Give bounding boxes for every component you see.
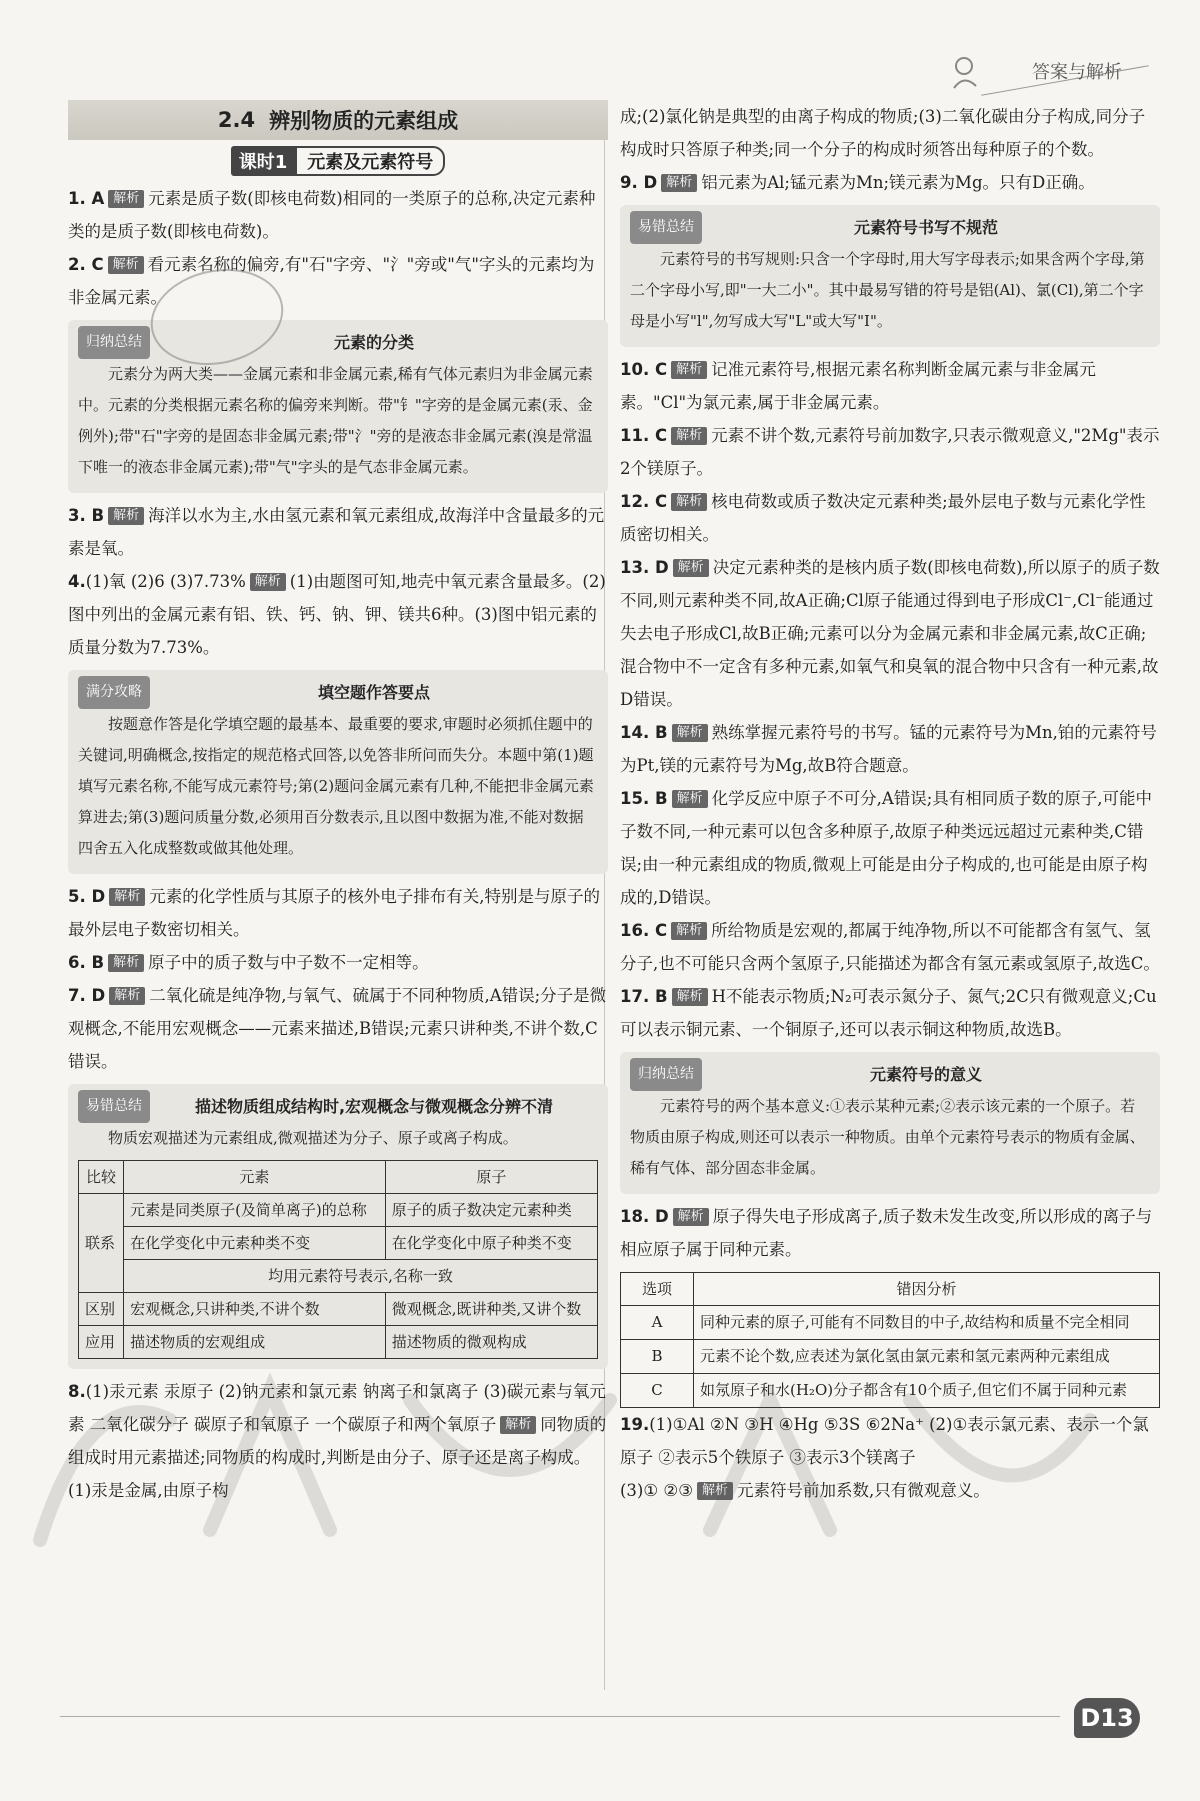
answer-item: 7. D 解析 二氧化硫是纯净物,与氧气、硫属于不同种物质,A错误;分子是微观概念,不能用宏观概念——元素来描述,B错误;元素只讲种类,不讲个数,C错误。 — [68, 986, 607, 1071]
strategy-box: 满分攻略 填空题作答要点 按题意作答是化学填空题的最基本、最重要的要求,审题时必须抓住题中的关键词,明确概念,按指定的规范格式回答,以免答非所问而失分。本题中第(1)题填写元素名称,不能写成元素符号;第(2)题问金属元素有几种,不能把非金属元素算进去;第(3)题问质量分数,必须用百分数表示,且以图中数据为准,不能对数据四舍五入化成整数或做其他处理。 — [68, 670, 608, 874]
left-column — [68, 100, 608, 1507]
section-number: 2.4 — [217, 108, 256, 132]
answer-item: 14. B 解析 熟练掌握元素符号的书写。锰的元素符号为Mn,铂的元素符号为Pt,镁的元素符号为Mg,故B符合题意。 — [620, 723, 1157, 775]
section-title — [68, 100, 608, 140]
page-number: D13 — [1074, 1698, 1140, 1738]
answer-item: 2. C 解析 看元素名称的偏旁,有"石"字旁、"氵"旁或"气"字头的元素均为非金属元素。 — [68, 255, 595, 307]
answer-item: 15. B 解析 化学反应中原子不可分,A错误;具有相同质子数的原子,可能中子数不同,一种元素可以包含多种原子,故原子种类远远超过元素种类,C错误;由一种元素组成的物质,微观上可能是由分子构成的,也可能是由原子构成的,D错误。 — [620, 789, 1153, 907]
answer-item: 11. C 解析 元素不讲个数,元素符号前加数字,只表示微观意义,"2Mg"表示2个镁原子。 — [620, 426, 1160, 478]
watermark — [10, 1360, 1110, 1560]
page-header — [0, 0, 1200, 90]
compare-table: 比较 元素 原子 联系 元素是同类原子(及简单离子)的总称 原子的质子数决定元素种类 在化学变化中元素种类不变 在化学变化中原子种类不变 均用元素符号表示,名称一致 区别 宏观概念,只讲种类,不讲个数 微观概念,既讲种类,又讲个数 应用 描述物质的宏观组成 描述物质的微观构成 — [78, 1160, 598, 1359]
reader-icon — [950, 52, 990, 92]
summary-box: 归纳总结 元素的分类 元素分为两大类——金属元素和非金属元素,稀有气体元素归为非金属元素中。元素的分类根据元素名称的偏旁来判断。带"钅"字旁的是金属元素(汞、金例外);带"石"字旁的是固态非金属元素;带"氵"旁的是液态非金属元素(溴是常温下唯一的液态非金属元素);带"气"字头的是气态非金属元素。 — [68, 320, 608, 493]
header-title: 答案与解析 — [1032, 62, 1122, 83]
summary-box: 归纳总结 元素符号的意义 元素符号的两个基本意义:①表示某种元素;②表示该元素的一个原子。若物质由原子构成,则还可以表示一种物质。由单个元素符号表示的物质有金属、稀有气体、部分固态非金属。 — [620, 1052, 1160, 1194]
lesson-header — [68, 146, 608, 176]
answer-item: 8.(1)汞元素 汞原子 (2)钠元素和氯元素 钠离子和氯离子 (3)碳元素与氧元素 二氧化碳分子 碳原子和氧原子 一个碳原子和两个氧原子 解析 同物质的组成时用元素描述;同物质的构成时,判断是由分子、原子还是离子构成。(1)汞是金属,由原子构 — [68, 1382, 607, 1500]
section-name: 辨别物质的元素组成 — [269, 109, 459, 133]
answer-item: 10. C 解析 记准元素符号,根据元素名称判断金属元素与非金属元素。"Cl"为氯元素,属于非金属元素。 — [620, 360, 1096, 412]
footer-rule — [60, 1716, 1060, 1717]
answer-item: 6. B 解析 原子中的质子数与中子数不一定相等。 — [68, 953, 429, 972]
error-summary-box: 易错总结 描述物质组成结构时,宏观概念与微观概念分辨不清 物质宏观描述为元素组成,微观描述为分子、原子或离子构成。 比较 元素 原子 联系 元素是同类原子(及简单离子)的总称 原子的质子数决定元素种类 在化学变化中元素种类不变 在化学变化中原子种类不变 均用元素符号表示,名称一致 区别 宏观概念,只讲种类,不讲个数 微观概念,既讲种类,又讲个数 应用 描述物质的宏观组成 描述物质的微观构成 — [68, 1084, 608, 1369]
answer-item: 5. D 解析 元素的化学性质与其原子的核外电子排布有关,特别是与原子的最外层电子数密切相关。 — [68, 887, 600, 939]
error-analysis-table: 选项 错因分析 A 同种元素的原子,可能有不同数目的中子,故结构和质量不完全相同 B 元素不论个数,应表述为氯化氢由氯元素和氢元素两种元素组成 C 如氖原子和水(H₂O)分子都含有10个质子,但它们不属于同种元素 — [620, 1272, 1160, 1408]
answer-item-continued: (3)① ②③ 解析 元素符号前加系数,只有微观意义。 — [620, 1481, 990, 1500]
answer-item-continued: 成;(2)氯化钠是典型的由离子构成的物质;(3)二氧化碳由分子构成,同分子构成时只答原子种类;同一个分子的构成时须答出每种原子的个数。 — [620, 107, 1146, 159]
answer-item: 19.(1)①Al ②N ③H ④Hg ⑤3S ⑥2Na⁺ (2)①表示氯元素、表示一个氯原子 ②表示5个铁原子 ③表示3个镁离子 — [620, 1415, 1149, 1467]
answer-item: 18. D 解析 原子得失电子形成离子,质子数未发生改变,所以形成的离子与相应原子属于同种元素。 — [620, 1207, 1153, 1259]
lesson-name: 元素及元素符号 — [295, 146, 445, 176]
answer-item: 3. B 解析 海洋以水为主,水由氢元素和氧元素组成,故海洋中含量最多的元素是氧。 — [68, 506, 605, 558]
right-column — [620, 100, 1160, 1507]
answer-item: 9. D 解析 铝元素为Al;锰元素为Mn;镁元素为Mg。只有D正确。 — [620, 173, 1095, 192]
answer-item: 12. C 解析 核电荷数或质子数决定元素种类;最外层电子数与元素化学性质密切相关。 — [620, 492, 1146, 544]
answer-item: 4.(1)氧 (2)6 (3)7.73% 解析 (1)由题图可知,地壳中氧元素含量最多。(2)图中列出的金属元素有铝、铁、钙、钠、钾、镁共6种。(3)图中铝元素的质量分数为7.73%。 — [68, 572, 606, 657]
error-summary-box: 易错总结 元素符号书写不规范 元素符号的书写规则:只含一个字母时,用大写字母表示;如果含两个字母,第二个字母小写,即"一大二小"。其中最易写错的符号是铝(Al)、氯(Cl),第二个字母是小写"l",勿写成大写"L"或大写"I"。 — [620, 205, 1160, 347]
answer-item: 17. B 解析 H不能表示物质;N₂可表示氮分子、氮气;2C只有微观意义;Cu可以表示铜元素、一个铜原子,还可以表示铜这种物质,故选B。 — [620, 987, 1157, 1039]
answer-item: 16. C 解析 所给物质是宏观的,都属于纯净物,所以不可能都含有氢气、氢分子,也不可能只含两个氢原子,只能描述为都含有氢元素或氢原子,故选C。 — [620, 921, 1160, 973]
answer-item: 1. A 解析 元素是质子数(即核电荷数)相同的一类原子的总称,决定元素种类的是质子数(即核电荷数)。 — [68, 189, 596, 241]
answer-item: 13. D 解析 决定元素种类的是核内质子数(即核电荷数),所以原子的质子数不同,则元素种类不同,故A正确;Cl原子能通过得到电子形成Cl⁻,Cl⁻能通过失去电子形成Cl,故B正确;元素可以分为金属元素和非金属元素,故C正确;混合物中不一定含有多种元素,如氧气和臭氧的混合物中只含有一种元素,故D错误。 — [620, 558, 1160, 709]
lesson-tag: 课时1 — [231, 146, 296, 176]
